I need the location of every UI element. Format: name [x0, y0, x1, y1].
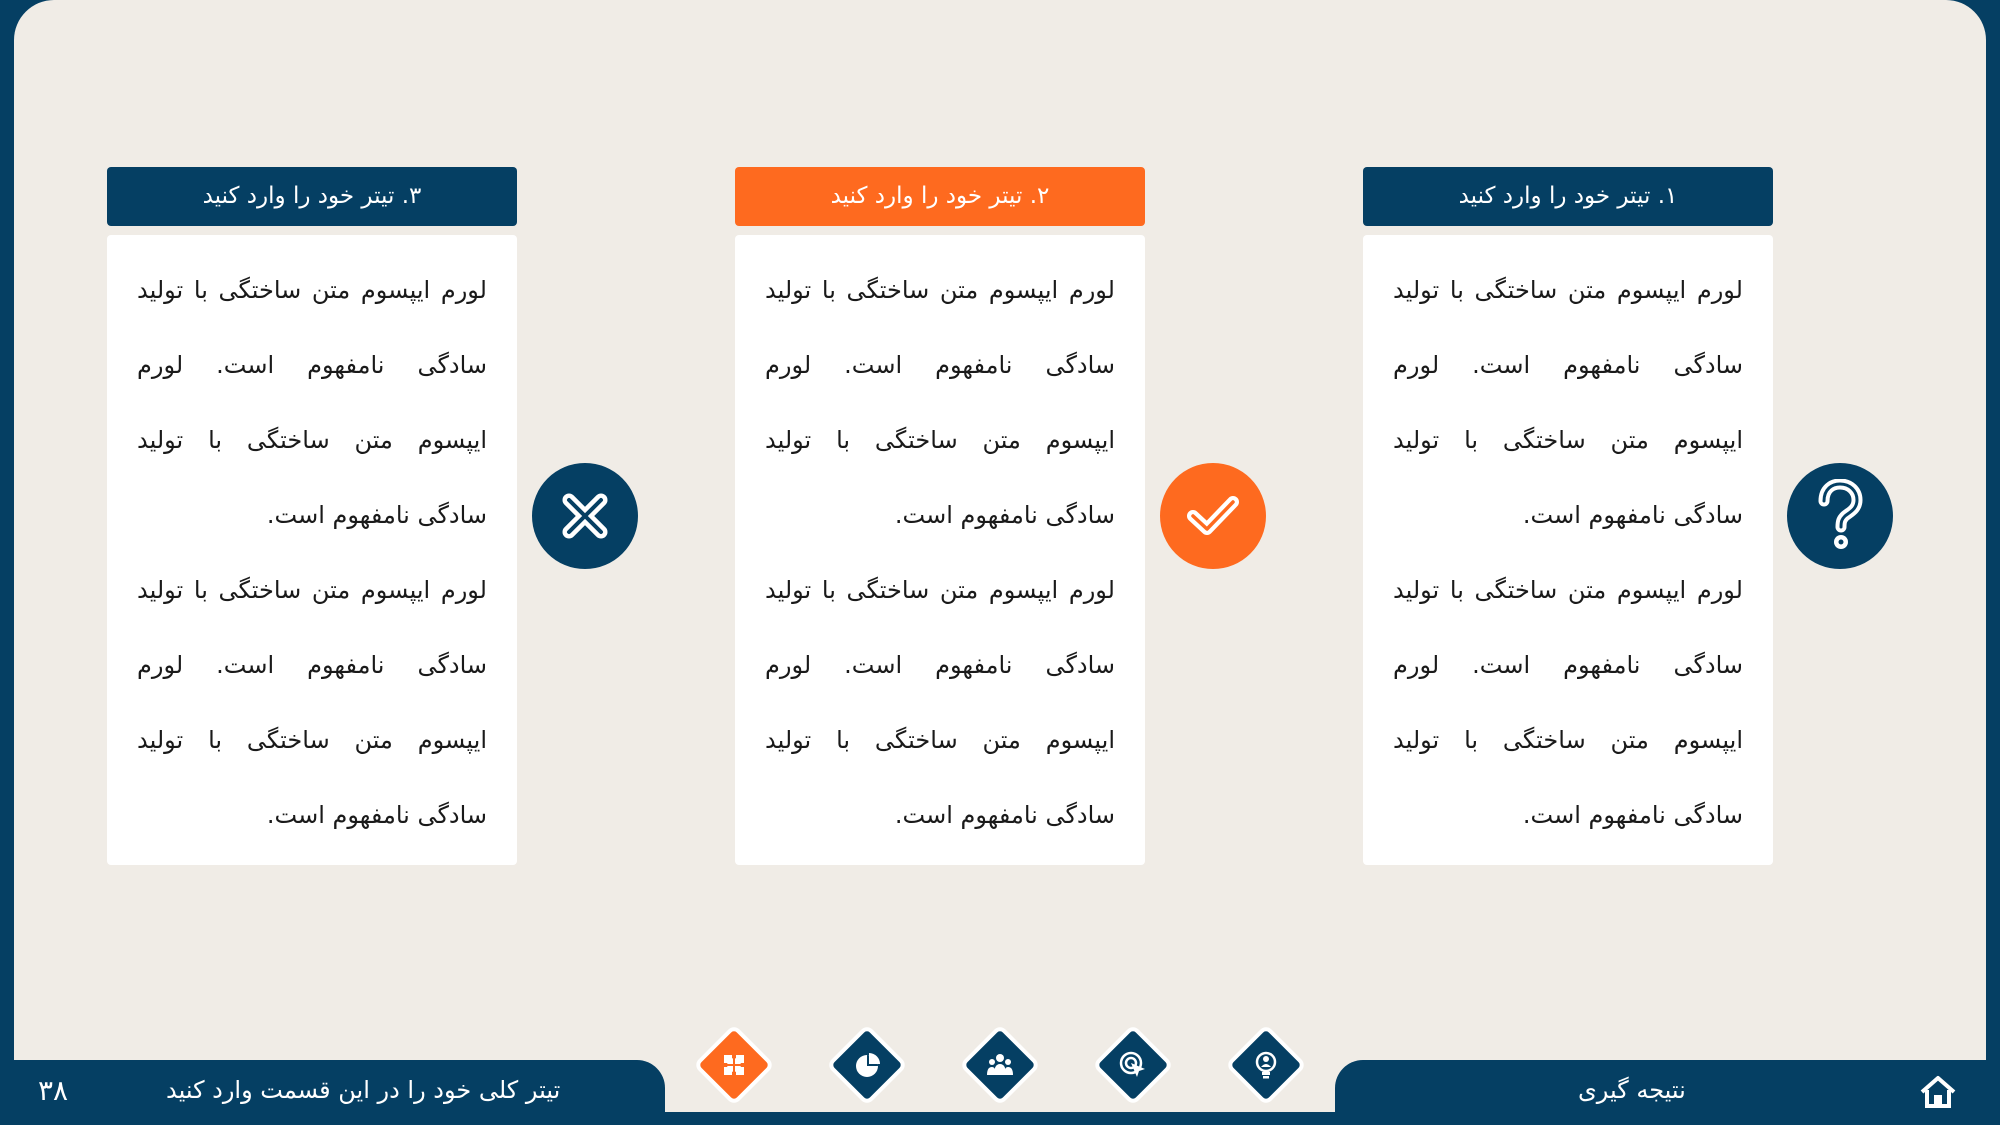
idea-person-icon	[1237, 1036, 1295, 1094]
card-1-paragraph-2: لورم ایپسوم متن ساختگی با تولید سادگی نامفهوم است. لورم ایپسوم متن ساختگی با تولید سادگی نامفهوم است.	[1393, 576, 1743, 829]
nav-idea-button[interactable]	[1237, 1036, 1295, 1094]
team-icon	[971, 1036, 1029, 1094]
card-title-3: ۳. تیتر خود را وارد کنید	[107, 167, 517, 226]
target-click-icon	[1104, 1036, 1162, 1094]
card-body-1	[1363, 235, 1773, 865]
nav-target-button[interactable]	[1104, 1036, 1162, 1094]
nav-puzzle-button[interactable]	[705, 1036, 763, 1094]
card-title-2: ۲. تیتر خود را وارد کنید	[735, 167, 1145, 226]
slide-corner	[14, 0, 54, 40]
pie-chart-icon	[838, 1036, 896, 1094]
card-1-paragraph-1: لورم ایپسوم متن ساختگی با تولید سادگی نامفهوم است. لورم ایپسوم متن ساختگی با تولید سادگی نامفهوم است.	[1393, 276, 1743, 529]
card-2-paragraph-1: لورم ایپسوم متن ساختگی با تولید سادگی نامفهوم است. لورم ایپسوم متن ساختگی با تولید سادگی نامفهوم است.	[765, 276, 1115, 529]
nav-team-button[interactable]	[971, 1036, 1029, 1094]
puzzle-icon	[705, 1036, 763, 1094]
section-title: نتیجه گیری	[1578, 1076, 1686, 1104]
card-3-paragraph-1: لورم ایپسوم متن ساختگی با تولید سادگی نامفهوم است. لورم ایپسوم متن ساختگی با تولید سادگی نامفهوم است.	[137, 276, 487, 529]
card-2-paragraph-2: لورم ایپسوم متن ساختگی با تولید سادگی نامفهوم است. لورم ایپسوم متن ساختگی با تولید سادگی نامفهوم است.	[765, 576, 1115, 829]
card-body-2	[735, 235, 1145, 865]
question-icon	[1787, 463, 1893, 569]
check-icon	[1160, 463, 1266, 569]
card-body-3	[107, 235, 517, 865]
card-title-1: ۱. تیتر خود را وارد کنید	[1363, 167, 1773, 226]
slide-corner	[1946, 0, 1986, 40]
presentation-title: تیتر کلی خود را در این قسمت وارد کنید	[166, 1076, 561, 1104]
home-icon[interactable]	[1918, 1072, 1958, 1112]
footer-bar	[665, 1112, 1335, 1125]
close-x-icon	[532, 463, 638, 569]
page-number: ۳۸	[38, 1074, 69, 1107]
nav-chart-button[interactable]	[838, 1036, 896, 1094]
card-3-paragraph-2: لورم ایپسوم متن ساختگی با تولید سادگی نامفهوم است. لورم ایپسوم متن ساختگی با تولید سادگی نامفهوم است.	[137, 576, 487, 829]
